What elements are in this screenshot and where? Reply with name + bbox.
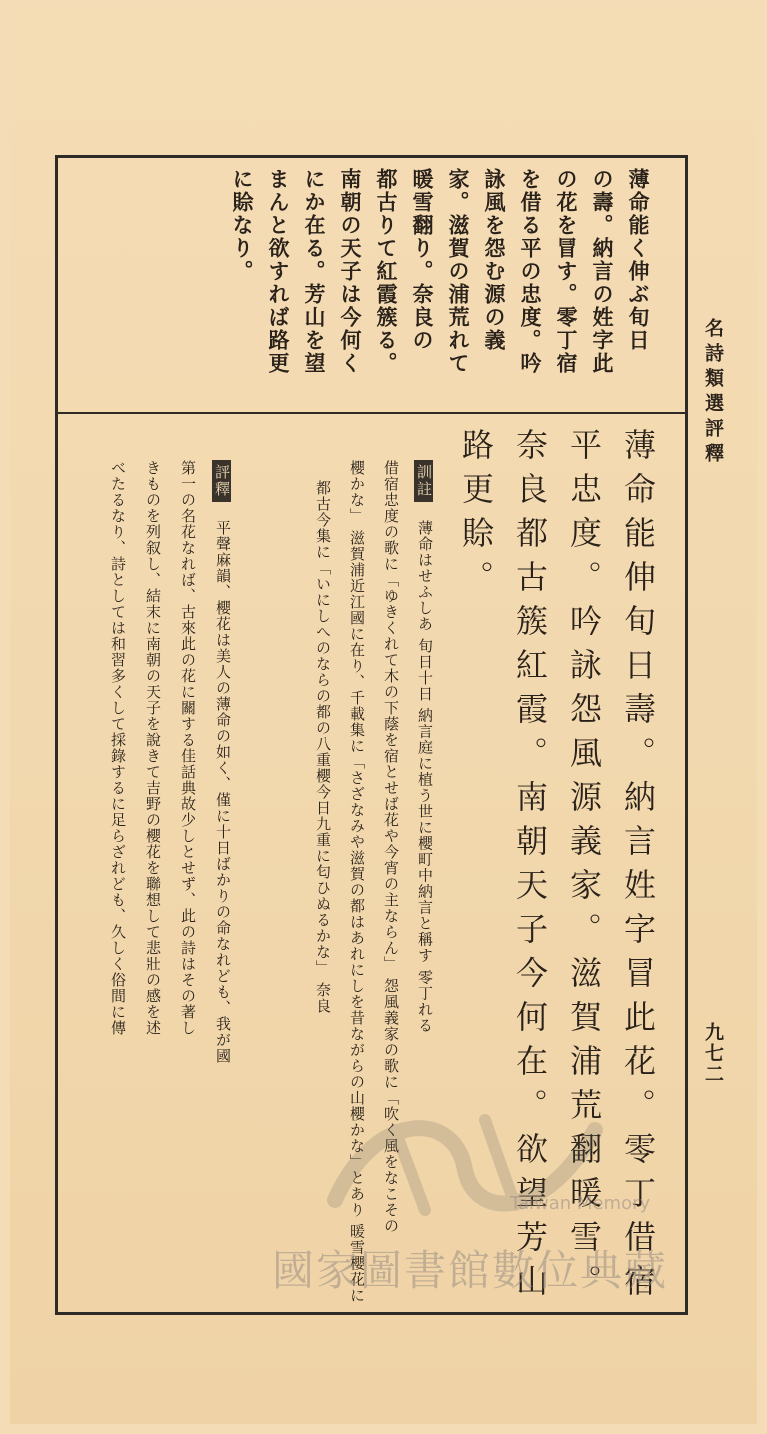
top-line-4: を借る平の忠度。吟 [518,168,543,375]
kundoku-line-4: 都古今集に「いにしへのならの都の八重櫻今日九重に匂ひぬるかな」 奈良 [314,480,332,1014]
top-line-7: 暖雪翻り。奈良の [410,168,435,352]
kundoku-line-3: 櫻かな」 滋賀浦近江國に在り、千載集に「さざなみや滋賀の都はあれにしを昔ながらの山櫻かな」とあり 暖雪櫻花に [348,460,366,1304]
top-line-2: の壽。納言の姓字此 [590,168,615,375]
top-line-9: 南朝の天子は今何く [338,168,363,375]
watermark-text: 國家圖書館數位典藏 [272,1246,669,1295]
poem-line-2: 平忠度。吟詠怨風源義家。滋賀浦荒翻暖雪。 [565,428,603,1308]
poem-line-1: 薄命能伸旬日壽。納言姓字冒此花。零丁借宿 [619,428,657,1308]
top-line-12: に賒なり。 [230,168,255,283]
poem-line-3: 奈良都古簇紅霞。南朝天子今何在。欲望芳山 [511,428,549,1308]
running-title: 名詩類選評釋 [702,318,724,468]
kundoku-label-box [414,460,433,502]
watermark-english: Taiwan Memory [510,1193,651,1214]
kundoku-label: 訓註 [414,460,433,502]
top-line-1: 薄命能く伸ぶ旬日 [626,168,651,352]
commentary-line-1: 平聲麻韻、櫻花は美人の薄命の如く、僅に十日ばかりの命なれども、我が國 [214,520,232,1064]
section-divider [55,412,688,414]
top-line-11: まんと欲すれば路更 [266,168,291,375]
commentary-line-2: 第一の名花なれば、古來此の花に關する佳話典故少しとせず、此の詩はその著し [179,460,197,1036]
commentary-label: 評釋 [212,460,231,502]
page-number: 九七二 [702,1022,724,1085]
kundoku-line-2: 借宿忠度の歌に「ゆきくれて木の下蔭を宿とせば花や今宵の主ならん」 怨風義家の歌に「吹く風をなこその [382,460,400,1234]
kundoku-line-1: 薄命はせふしあ 旬日十日 納言庭に植う世に櫻町中納言と稱す 零丁れる [416,520,434,1034]
commentary-line-4: べたるなり、詩としては和習多くして採錄するに足らざれども、久しく俗間に傳 [109,460,127,1036]
top-line-6: 家。滋賀の浦荒れて [446,168,471,375]
top-line-5: 詠風を怨む源の義 [482,168,507,352]
commentary-label-box [212,460,231,502]
poem-line-4: 路更賒。 [457,428,495,604]
top-line-10: にか在る。芳山を望 [302,168,327,375]
top-line-3: の花を冒す。零丁宿 [554,168,579,375]
commentary-line-3: きものを列叙し、結末に南朝の天子を說きて吉野の櫻花を聯想して悲壯の感を述 [144,460,162,1036]
top-line-8: 都古りて紅霞簇る。 [374,168,399,375]
